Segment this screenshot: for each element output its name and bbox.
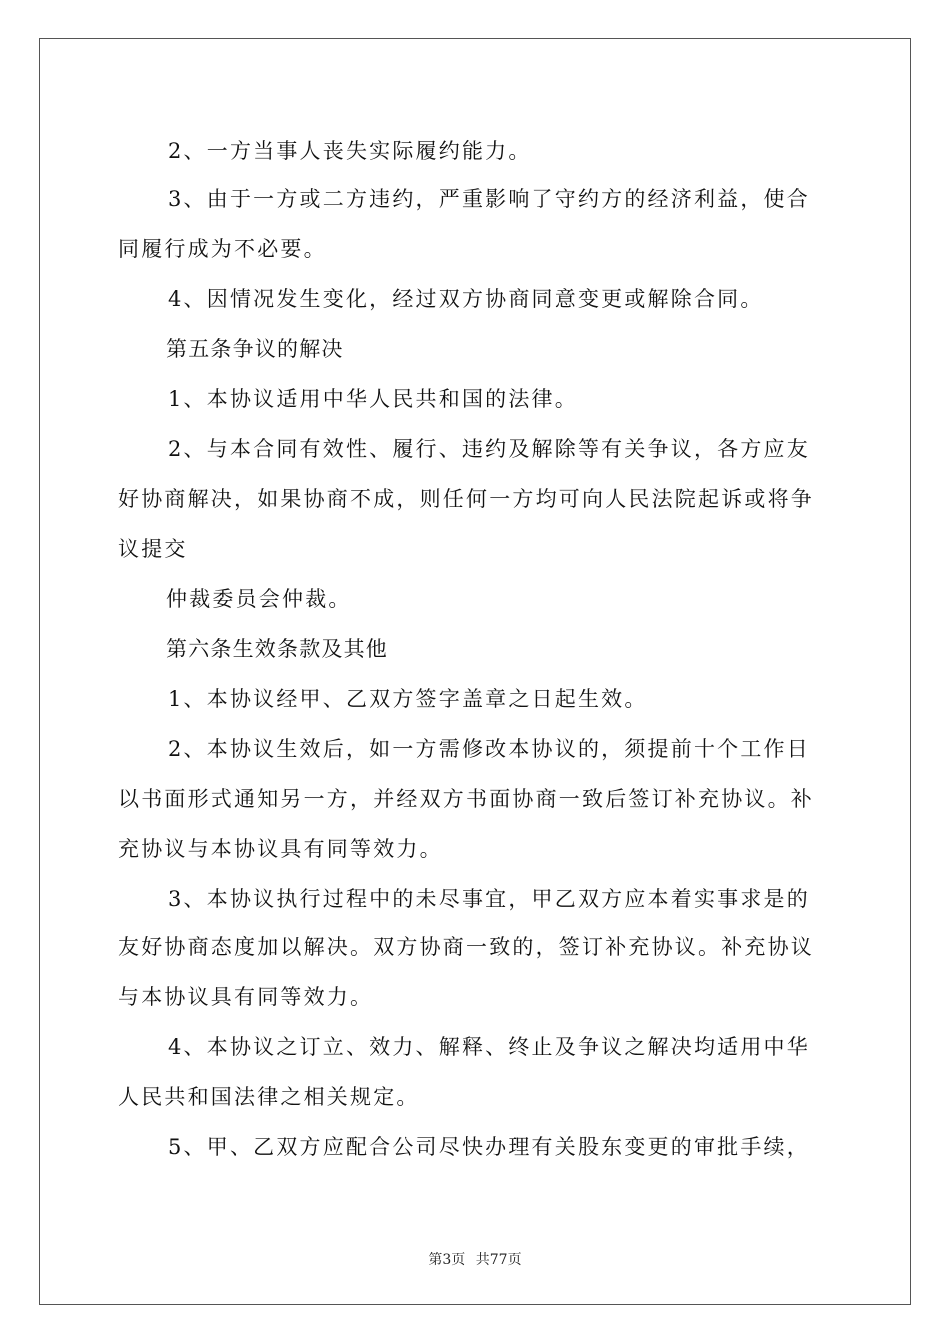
page-border: [39, 38, 911, 1305]
document-line: 5、甲、乙双方应配合公司尽快办理有关股东变更的审批手续，: [168, 1135, 810, 1159]
document-line: 2、一方当事人丧失实际履约能力。: [168, 139, 532, 163]
document-line: 友好协商态度加以解决。双方协商一致的，签订补充协议。补充协议: [118, 935, 814, 959]
document-line: 4、因情况发生变化，经过双方协商同意变更或解除合同。: [168, 287, 764, 311]
document-line: 以书面形式通知另一方，并经双方书面协商一致后签订补充协议。补: [118, 787, 814, 811]
document-line: 4、本协议之订立、效力、解释、终止及争议之解决均适用中华: [168, 1035, 810, 1059]
document-line: 1、本协议经甲、乙双方签字盖章之日起生效。: [168, 687, 648, 711]
document-line: 与本协议具有同等效力。: [118, 985, 374, 1009]
document-line: 3、由于一方或二方违约，严重影响了守约方的经济利益，使合: [168, 187, 810, 211]
document-line: 充协议与本协议具有同等效力。: [118, 837, 443, 861]
document-line: 1、本协议适用中华人民共和国的法律。: [168, 387, 578, 411]
document-line: 3、本协议执行过程中的未尽事宜，甲乙双方应本着实事求是的: [168, 887, 810, 911]
document-line: 2、与本合同有效性、履行、违约及解除等有关争议，各方应友: [168, 437, 810, 461]
current-page: 第3页: [428, 1252, 466, 1268]
total-pages: 共77页: [475, 1252, 522, 1268]
document-line: 人民共和国法律之相关规定。: [118, 1085, 420, 1109]
section-heading: 第五条争议的解决: [166, 337, 344, 361]
document-line: 2、本协议生效后，如一方需修改本协议的，须提前十个工作日: [168, 737, 810, 761]
document-line: 好协商解决，如果协商不成，则任何一方均可向人民法院起诉或将争: [118, 487, 814, 511]
document-line: 仲裁委员会仲裁。: [166, 587, 352, 611]
document-line: 议提交: [118, 537, 188, 561]
section-heading: 第六条生效条款及其他: [166, 637, 388, 661]
document-line: 同履行成为不必要。: [118, 237, 327, 261]
page-footer: [0, 1249, 950, 1269]
